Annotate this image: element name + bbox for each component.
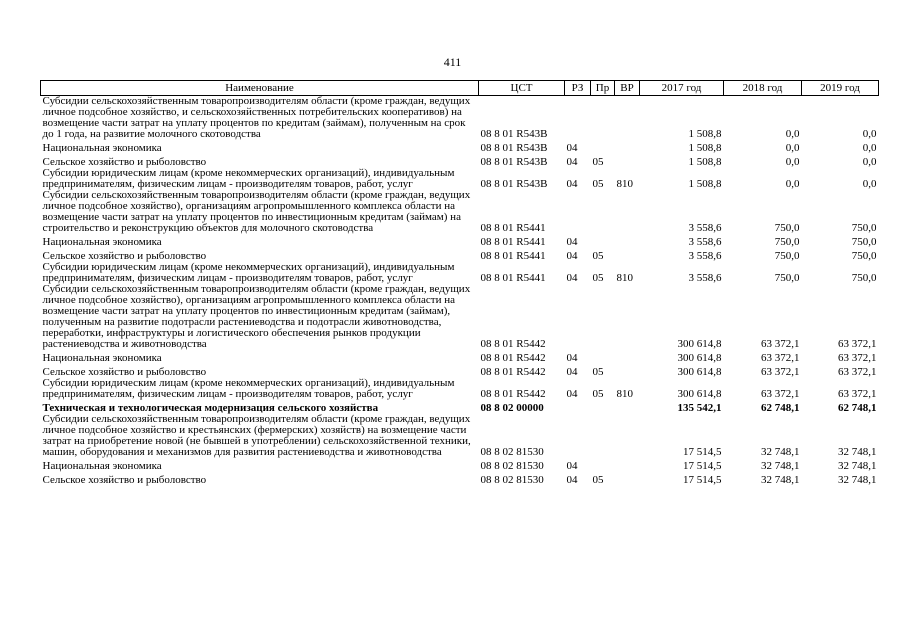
cell-vr — [615, 96, 640, 141]
cell-pr: 05 — [592, 366, 604, 378]
cell-y2019: 0,0 — [862, 178, 877, 190]
cell-rz: 04 — [566, 388, 578, 400]
header-cst: ЦСТ — [479, 81, 565, 96]
cell-name: Субсидии сельскохозяйственным товаропроизводителям области (кроме граждан, ведущих личное подсобное хозяйство, и сельскохозяйственных потребительских кооперативов) на возмещение части затрат на уплату процентов по кредитам (займам), полученным на срок до 1 года, на развитие молочного скотоводства — [42, 95, 471, 140]
cell-y2018: 32 748,1 — [761, 474, 800, 486]
cell-y2019: 63 372,1 — [838, 338, 877, 350]
cell-name: Национальная экономика — [42, 142, 162, 154]
cell-y2018: 63 372,1 — [761, 366, 800, 378]
header-rz: РЗ — [565, 81, 591, 96]
cell-cst: 08 8 01 R543B — [480, 156, 548, 168]
cell-cst: 08 8 01 R5442 — [480, 352, 546, 364]
cell-cst: 08 8 01 R5441 — [480, 222, 546, 234]
cell-pr — [591, 458, 615, 472]
cell-vr — [615, 458, 640, 472]
cell-vr — [615, 364, 640, 378]
cell-vr — [615, 472, 640, 486]
table-row — [41, 168, 879, 190]
cell-y2017: 1 508,8 — [688, 128, 722, 140]
cell-rz — [565, 190, 591, 234]
cell-rz: 04 — [566, 474, 578, 486]
cell-y2019: 0,0 — [862, 128, 877, 140]
cell-cst: 08 8 02 81530 — [480, 474, 544, 486]
header-2017: 2017 год — [640, 81, 724, 96]
cell-cst: 08 8 02 81530 — [480, 446, 544, 458]
cell-vr: 810 — [616, 178, 633, 190]
cell-y2019: 750,0 — [851, 222, 877, 234]
cell-y2017: 300 614,8 — [677, 338, 722, 350]
cell-y2018: 32 748,1 — [761, 460, 800, 472]
header-name: Наименование — [41, 81, 479, 96]
budget-table — [40, 80, 879, 486]
table-row — [41, 458, 879, 472]
cell-y2017: 17 514,5 — [683, 446, 722, 458]
cell-y2017: 3 558,6 — [688, 250, 722, 262]
cell-y2018: 63 372,1 — [761, 338, 800, 350]
cell-name: Национальная экономика — [42, 236, 162, 248]
cell-y2017: 3 558,6 — [688, 222, 722, 234]
cell-y2017: 300 614,8 — [677, 366, 722, 378]
cell-y2019: 63 372,1 — [838, 352, 877, 364]
cell-name: Субсидии юридическим лицам (кроме некоммерческих организаций), индивидуальным предпринимателям, физическим лицам - производителям товаров, работ, услуг — [42, 261, 455, 284]
cell-pr — [591, 284, 615, 350]
table-row — [41, 234, 879, 248]
table-row — [41, 350, 879, 364]
cell-y2019: 750,0 — [851, 250, 877, 262]
cell-y2018: 32 748,1 — [761, 446, 800, 458]
table-row — [41, 472, 879, 486]
cell-vr — [615, 248, 640, 262]
cell-cst: 08 8 01 R543B — [480, 128, 548, 140]
cell-pr: 05 — [592, 388, 604, 400]
cell-y2019: 63 372,1 — [838, 388, 877, 400]
cell-rz: 04 — [566, 352, 578, 364]
cell-y2017: 300 614,8 — [677, 352, 722, 364]
table-row — [41, 140, 879, 154]
page-number: 411 — [443, 55, 462, 69]
table-row — [41, 284, 879, 350]
cell-vr — [615, 400, 640, 414]
cell-y2017: 1 508,8 — [688, 178, 722, 190]
cell-y2017: 17 514,5 — [683, 474, 722, 486]
cell-name: Субсидии сельскохозяйственным товаропроизводителям области (кроме граждан, ведущих личное подсобное хозяйство), организациям агропромышленного комплекса области на возмещение части затрат на уплату процентов по инвестиционным кредитам (займам), полученным на развитие подотрасли растениеводства и подотрасли животноводства, переработки, инфраструктуры и логистического обеспечения рынков продукции растениеводства и животноводства — [42, 283, 471, 350]
cell-pr — [591, 190, 615, 234]
cell-rz: 04 — [566, 272, 578, 284]
cell-rz: 04 — [566, 460, 578, 472]
cell-pr: 05 — [592, 156, 604, 168]
cell-pr — [591, 140, 615, 154]
cell-y2018: 750,0 — [774, 222, 800, 234]
cell-vr — [615, 284, 640, 350]
cell-y2018: 0,0 — [785, 128, 800, 140]
cell-vr — [615, 190, 640, 234]
cell-vr — [615, 140, 640, 154]
cell-rz: 04 — [566, 250, 578, 262]
table-row — [41, 190, 879, 234]
cell-cst: 08 8 01 R5442 — [480, 388, 546, 400]
cell-cst: 08 8 01 R5442 — [480, 338, 546, 350]
cell-vr — [615, 234, 640, 248]
cell-y2018: 63 372,1 — [761, 388, 800, 400]
header-2019: 2019 год — [802, 81, 879, 96]
cell-y2017: 1 508,8 — [688, 156, 722, 168]
cell-y2019: 32 748,1 — [838, 446, 877, 458]
cell-rz: 04 — [566, 156, 578, 168]
cell-y2017: 1 508,8 — [688, 142, 722, 154]
cell-vr — [615, 154, 640, 168]
cell-cst: 08 8 01 R5442 — [480, 366, 546, 378]
cell-y2019: 0,0 — [862, 142, 877, 154]
cell-vr: 810 — [616, 388, 633, 400]
cell-y2018: 63 372,1 — [761, 352, 800, 364]
table-row — [41, 96, 879, 141]
cell-y2017: 17 514,5 — [683, 460, 722, 472]
cell-y2019: 32 748,1 — [838, 474, 877, 486]
table-row — [41, 248, 879, 262]
cell-y2018: 62 748,1 — [761, 402, 800, 414]
cell-rz — [565, 96, 591, 141]
cell-pr: 05 — [592, 178, 604, 190]
cell-vr: 810 — [616, 272, 633, 284]
cell-y2017: 135 542,1 — [677, 402, 722, 414]
cell-y2018: 0,0 — [785, 142, 800, 154]
cell-pr — [591, 96, 615, 141]
table-row — [41, 414, 879, 458]
cell-cst: 08 8 01 R5441 — [480, 272, 546, 284]
header-vr: ВР — [615, 81, 640, 96]
cell-vr — [615, 414, 640, 458]
cell-pr — [591, 414, 615, 458]
cell-name: Национальная экономика — [42, 460, 162, 472]
cell-pr: 05 — [592, 272, 604, 284]
cell-cst: 08 8 01 R543B — [480, 178, 548, 190]
cell-y2017: 3 558,6 — [688, 272, 722, 284]
cell-rz: 04 — [566, 142, 578, 154]
cell-y2019: 32 748,1 — [838, 460, 877, 472]
cell-name: Субсидии сельскохозяйственным товаропроизводителям области (кроме граждан, ведущих личное подсобное хозяйство и крестьянских (фермерских) хозяйств) на возмещение части затрат на приобретение новой (не бывшей в употреблении) сельскохозяйственной техники, машин, оборудования и механизмов для развития растениеводства и животноводства — [42, 413, 471, 458]
cell-pr: 05 — [592, 250, 604, 262]
cell-cst: 08 8 02 81530 — [480, 460, 544, 472]
cell-name: Техническая и технологическая модернизация сельского хозяйства — [42, 402, 379, 414]
cell-name: Субсидии юридическим лицам (кроме некоммерческих организаций), индивидуальным предпринимателям, физическим лицам - производителям товаров, работ, услуг — [42, 167, 455, 190]
cell-rz: 04 — [566, 366, 578, 378]
cell-y2018: 750,0 — [774, 236, 800, 248]
cell-name: Субсидии сельскохозяйственным товаропроизводителям области (кроме граждан, ведущих личное подсобное хозяйство), организациям агропромышленного комплекса области на возмещение части затрат на уплату процентов по инвестиционным кредитам (займам) на строительство и реконструкцию объектов для молочного скотоводства — [42, 189, 471, 234]
cell-name: Сельское хозяйство и рыболовство — [42, 366, 207, 378]
table-row — [41, 400, 879, 414]
cell-vr — [615, 350, 640, 364]
table-row — [41, 262, 879, 284]
cell-cst: 08 8 01 R543B — [480, 142, 548, 154]
header-2018: 2018 год — [724, 81, 802, 96]
table-row — [41, 378, 879, 400]
table-body — [41, 96, 879, 487]
cell-cst: 08 8 01 R5441 — [480, 250, 546, 262]
cell-y2019: 62 748,1 — [838, 402, 877, 414]
cell-y2018: 750,0 — [774, 272, 800, 284]
table-row — [41, 154, 879, 168]
cell-rz — [565, 414, 591, 458]
cell-y2018: 0,0 — [785, 178, 800, 190]
cell-rz: 04 — [566, 236, 578, 248]
cell-cst: 08 8 01 R5441 — [480, 236, 546, 248]
cell-rz — [565, 284, 591, 350]
cell-pr — [591, 400, 615, 414]
cell-y2019: 0,0 — [862, 156, 877, 168]
table-row — [41, 364, 879, 378]
cell-name: Национальная экономика — [42, 352, 162, 364]
cell-pr — [591, 350, 615, 364]
cell-y2019: 750,0 — [851, 272, 877, 284]
cell-name: Сельское хозяйство и рыболовство — [42, 250, 207, 262]
cell-rz — [565, 400, 591, 414]
cell-y2017: 3 558,6 — [688, 236, 722, 248]
cell-y2017: 300 614,8 — [677, 388, 722, 400]
cell-y2018: 750,0 — [774, 250, 800, 262]
cell-name: Сельское хозяйство и рыболовство — [42, 156, 207, 168]
cell-rz: 04 — [566, 178, 578, 190]
cell-pr: 05 — [592, 474, 604, 486]
cell-y2018: 0,0 — [785, 156, 800, 168]
cell-name: Субсидии юридическим лицам (кроме некоммерческих организаций), индивидуальным предпринимателям, физическим лицам - производителям товаров, работ, услуг — [42, 377, 455, 400]
cell-pr — [591, 234, 615, 248]
cell-name: Сельское хозяйство и рыболовство — [42, 474, 207, 486]
header-pr: Пр — [591, 81, 615, 96]
cell-y2019: 750,0 — [851, 236, 877, 248]
cell-cst: 08 8 02 00000 — [480, 402, 544, 414]
cell-y2019: 63 372,1 — [838, 366, 877, 378]
table-header — [41, 81, 879, 96]
